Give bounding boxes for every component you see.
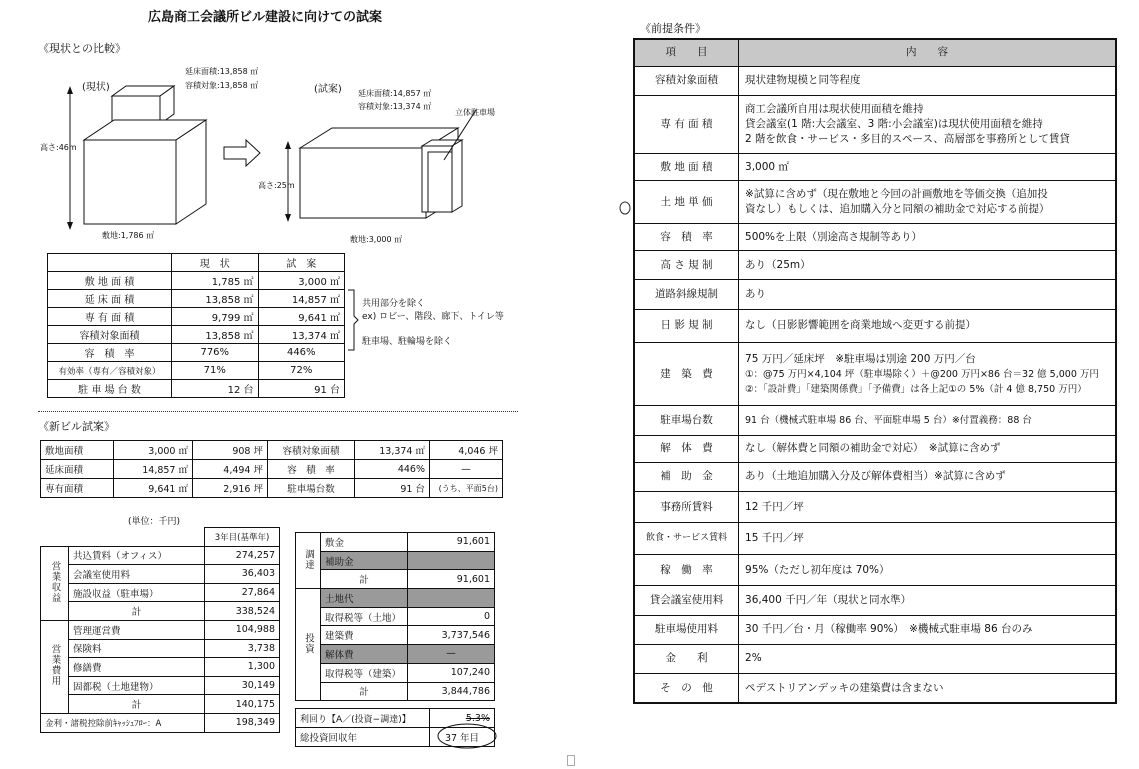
row-label: 容積対象面積 [48, 326, 172, 344]
table-row [41, 460, 503, 479]
current-far-area: 容積対象:13,858 ㎡ [185, 81, 259, 90]
premise-item-label: 容 積 率 [634, 224, 739, 251]
cell: 敷地面積 [41, 441, 114, 460]
cell: 固都税（土地建物） [69, 676, 205, 695]
cell: 容積対象面積 [268, 441, 355, 460]
premise-value-line: 現状建物規模と同等程度 [745, 74, 861, 87]
table-row [634, 554, 1116, 586]
table-row [634, 251, 1116, 280]
cell: 延床面積 [41, 460, 114, 479]
document-title: 広島商工会議所ビル建設に向けての試案 [148, 10, 383, 25]
table-row [296, 570, 495, 589]
cell: 91 台 [355, 479, 430, 498]
premise-item-value [739, 343, 1116, 406]
premise-item-label: そ の 他 [634, 674, 739, 703]
cell: 修繕費 [69, 658, 205, 677]
cell: 107,240 [408, 663, 495, 682]
proposal-site: 敷地:3,000 ㎡ [350, 235, 403, 244]
premise-item-label: 専 有 面 積 [634, 95, 739, 154]
cell: 土地代 [321, 589, 408, 608]
cell: 解体費 [321, 645, 408, 664]
table-row [634, 406, 1116, 435]
premise-item-value [739, 406, 1116, 435]
premise-item-value [739, 491, 1116, 523]
current-label: (現状) [82, 82, 110, 93]
premise-item-label: 補 助 金 [634, 462, 739, 491]
cell: 776% [172, 344, 259, 362]
cell: 13,858 ㎡ [172, 290, 259, 308]
table-row [48, 308, 345, 326]
expense-group-label [41, 620, 69, 713]
table-row [296, 626, 495, 645]
table-header-row [41, 528, 280, 547]
cell: 13,374 ㎡ [355, 441, 430, 460]
premise-item-label: 建 築 費 [634, 343, 739, 406]
table-header-row [634, 39, 1116, 66]
premise-item-value [739, 95, 1116, 154]
premise-item-value [739, 154, 1116, 181]
table-row [41, 602, 280, 621]
income-label: 営業収益 [49, 560, 61, 603]
table-row [296, 607, 495, 626]
cell: 計 [321, 682, 408, 701]
cell: 446% [355, 460, 430, 479]
row-label: 駐 車 場 台 数 [48, 380, 172, 398]
premise-item-label: 解 体 費 [634, 435, 739, 462]
cell: 計 [69, 695, 205, 714]
table-row [634, 280, 1116, 309]
note-common-area: 共用部分を除く [362, 299, 426, 309]
cell: 建築費 [321, 626, 408, 645]
table-row [296, 533, 495, 552]
cell: 管理運営費 [69, 620, 205, 639]
cell: 共込賃料（オフィス） [69, 546, 205, 565]
table-row [634, 615, 1116, 644]
premise-value-line: 資なし）もしくは、追加購入分と同額の補助金で対応する前提） [745, 203, 1050, 216]
raise-group-label [296, 533, 321, 589]
premise-value-line: 2 階を飲食・サービス・多目的スペース、高層部を事務所として賃貸 [745, 133, 1070, 145]
table-header: 試 案 [258, 254, 345, 272]
premise-value-line: ペデストリアンデッキの建築費は含まない [745, 681, 944, 694]
cell: 取得税等（土地） [321, 607, 408, 626]
cell: 14,857 ㎡ [258, 290, 345, 308]
income-group-label [41, 546, 69, 620]
table-row [48, 272, 345, 290]
premise-value-line: 30 千円／台・月（稼働率 90%） ※機械式駐車場 86 台のみ [745, 623, 1033, 636]
premise-value-line: ②：「設計費」「建築関係費」「予備費」は各上記①の 5%（計 4 億 8,750 万円） [745, 383, 1087, 395]
table-row [634, 181, 1116, 224]
parking-label: 立体駐車場 [455, 108, 495, 117]
premise-item-label: 金 利 [634, 644, 739, 673]
table-header: 内 容 [739, 39, 1116, 66]
premise-item-value [739, 181, 1116, 224]
premise-item-value [739, 66, 1116, 95]
cell: 14,857 ㎡ [114, 460, 193, 479]
cell [408, 589, 495, 608]
table-row [41, 565, 280, 584]
premise-value-line: 75 万円／延床坪 ※駐車場は別途 200 万円／台 [745, 352, 976, 365]
cell: 5.3% [430, 709, 495, 728]
premise-item-value [739, 462, 1116, 491]
premise-value-line: 500%を上限（別途高さ規制等あり） [745, 230, 923, 243]
current-site: 敷地:1,786 ㎡ [102, 231, 155, 240]
circle-mark-icon [436, 722, 498, 750]
cell: 198,349 [205, 713, 280, 732]
table-row [41, 713, 280, 732]
cell: 3,000 ㎡ [114, 441, 193, 460]
cell: 0 [408, 607, 495, 626]
cell: — [430, 460, 503, 479]
blank-cell [41, 528, 69, 547]
margin-mark-icon [617, 200, 633, 216]
cell: 専有面積 [41, 479, 114, 498]
table-header: 現 状 [172, 254, 259, 272]
cell: 施設収益（駐車場） [69, 583, 205, 602]
raise-label: 調達 [303, 548, 314, 570]
cell: 908 坪 [193, 441, 268, 460]
cell: 利回り【A／(投資−調達)】 [296, 709, 430, 728]
note-parking: 駐車場、駐輪場を除く [362, 337, 453, 347]
cell: 140,175 [205, 695, 280, 714]
table-row [634, 154, 1116, 181]
table-row [41, 620, 280, 639]
cell: 1,785 ㎡ [172, 272, 259, 290]
table-row [41, 639, 280, 658]
cell: 4,046 坪 [430, 441, 503, 460]
proposal-floor-area: 延床面積:14,857 ㎡ [358, 89, 432, 98]
premise-value-line: 95%（ただし初年度は 70%） [745, 563, 890, 576]
blank-cell [69, 528, 205, 547]
row-label: 容 積 率 [48, 344, 172, 362]
table-row [634, 66, 1116, 95]
row-label: 延 床 面 積 [48, 290, 172, 308]
premise-item-value [739, 644, 1116, 673]
invest-label: 投資 [303, 632, 314, 654]
table-row [48, 326, 345, 344]
premise-item-value [739, 280, 1116, 309]
table-row [48, 344, 345, 362]
cell: — [408, 645, 495, 664]
premise-value-line: 15 千円／坪 [745, 532, 804, 545]
cell: 保険料 [69, 639, 205, 658]
premise-value-line: ※試算に含めず（現在敷地と今回の計画敷地を等価交換（追加投 [745, 188, 1048, 201]
cell: 3,737,546 [408, 626, 495, 645]
premise-item-label: 土 地 単 価 [634, 181, 739, 224]
premise-value-line: あり（25m） [745, 258, 811, 271]
premise-item-value [739, 251, 1116, 280]
operations-table [40, 527, 280, 733]
cell: 37 年目 [430, 728, 495, 747]
premise-item-value [739, 674, 1116, 703]
cell: 446% [258, 344, 345, 362]
premise-item-value [739, 554, 1116, 586]
funding-table [295, 532, 495, 701]
cell: 12 台 [172, 380, 259, 398]
premise-item-value [739, 523, 1116, 555]
table-header-row [48, 254, 345, 272]
row-label: 専 有 面 積 [48, 308, 172, 326]
table-row [41, 676, 280, 695]
cell: 91,601 [408, 533, 495, 552]
cell: 72% [258, 362, 345, 380]
premise-value-line: あり [745, 287, 767, 300]
table-row [296, 551, 495, 570]
row-label: 敷 地 面 積 [48, 272, 172, 290]
divider [38, 411, 518, 412]
proposal-far-area: 容積対象:13,374 ㎡ [358, 102, 432, 111]
table-row [634, 523, 1116, 555]
premise-item-value [739, 309, 1116, 343]
brace-icon [346, 288, 360, 352]
proposal-building-diagram [262, 110, 522, 240]
cell: 会議室使用料 [69, 565, 205, 584]
cell: 2,916 坪 [193, 479, 268, 498]
cell: 駐車場台数 [268, 479, 355, 498]
cell: 104,988 [205, 620, 280, 639]
table-row [634, 644, 1116, 673]
premise-heading: 《前提条件》 [640, 22, 706, 35]
premise-value-line: 2% [745, 652, 762, 665]
premise-value-line: 3,000 ㎡ [745, 160, 789, 173]
newbuild-table [40, 440, 503, 498]
premise-item-label: 飲食・サービス賃料 [634, 523, 739, 555]
premise-value-line: 12 千円／坪 [745, 500, 804, 513]
table-row [634, 309, 1116, 343]
cell: 9,641 ㎡ [114, 479, 193, 498]
cell: 30,149 [205, 676, 280, 695]
table-row [48, 380, 345, 398]
premise-item-value [739, 435, 1116, 462]
cell: 計 [69, 602, 205, 621]
premise-value-line: 36,400 千円／年（現状と同水準） [745, 593, 912, 606]
premise-item-label: 事務所賃料 [634, 491, 739, 523]
premise-item-value [739, 615, 1116, 644]
table-row [634, 343, 1116, 406]
table-row [41, 658, 280, 677]
premise-item-label: 貸会議室使用料 [634, 586, 739, 615]
newbuild-heading: 《新ビル試案》 [38, 420, 115, 433]
current-floor-area: 延床面積:13,858 ㎡ [185, 67, 259, 76]
table-row [41, 479, 503, 498]
cell: 27,864 [205, 583, 280, 602]
premise-value-line: 商工会議所自用は現状使用面積を維持 [745, 103, 924, 115]
page-marker [567, 755, 575, 766]
cell: 36,403 [205, 565, 280, 584]
cell: 1,300 [205, 658, 280, 677]
cell: 3,844,786 [408, 682, 495, 701]
cell: 補助金 [321, 551, 408, 570]
premise-value-line: なし（日影影響範囲を商業地域へ変更する前提） [745, 319, 977, 332]
table-row [296, 645, 495, 664]
cell: 計 [321, 570, 408, 589]
year-header: 3年目(基準年) [205, 528, 280, 547]
table-row [41, 546, 280, 565]
cell: 91,601 [408, 570, 495, 589]
table-row [296, 589, 495, 608]
cell: (うち、平面5台) [430, 479, 503, 498]
premise-item-label: 駐車場台数 [634, 406, 739, 435]
cell: 敷金 [321, 533, 408, 552]
cell: 338,524 [205, 602, 280, 621]
premise-item-label: 道路斜線規制 [634, 280, 739, 309]
cell: 13,858 ㎡ [172, 326, 259, 344]
cell: 3,738 [205, 639, 280, 658]
cell: 13,374 ㎡ [258, 326, 345, 344]
premise-item-value [739, 586, 1116, 615]
row-label: 有効率（専有／容積対象） [48, 362, 172, 380]
table-row [296, 682, 495, 701]
unit-label: (単位：千円) [128, 517, 181, 527]
arrow-icon [222, 138, 262, 168]
cell: 9,799 ㎡ [172, 308, 259, 326]
table-row [296, 663, 495, 682]
table-row [634, 224, 1116, 251]
table-header: 項 目 [634, 39, 739, 66]
table-row [41, 441, 503, 460]
cell: 取得税等（建築） [321, 663, 408, 682]
premise-value-line: なし（解体費と同額の補助金で対応） ※試算に含めず [745, 442, 1001, 455]
compare-heading: 《現状との比較》 [38, 42, 126, 55]
table-row [48, 362, 345, 380]
table-row [48, 290, 345, 308]
proposal-label: (試案) [314, 84, 342, 95]
premise-item-label: 日 影 規 制 [634, 309, 739, 343]
cell: 71% [172, 362, 259, 380]
cell: 総投資回収年 [296, 728, 430, 747]
cell: 9,641 ㎡ [258, 308, 345, 326]
premise-value-line: あり（土地追加購入分及び解体費相当）※試算に含めず [745, 470, 1006, 483]
proposal-height: 高さ:25m [258, 181, 295, 190]
cell: 金利・諸税控除前ｷｬｯｼｭﾌﾛｰ：A [41, 713, 205, 732]
table-row [634, 586, 1116, 615]
premise-table [633, 38, 1117, 704]
table-row [634, 435, 1116, 462]
table-row [41, 583, 280, 602]
premise-item-label: 敷 地 面 積 [634, 154, 739, 181]
premise-item-label: 稼 働 率 [634, 554, 739, 586]
premise-item-value [739, 224, 1116, 251]
premise-item-label: 駐車場使用料 [634, 615, 739, 644]
expense-label: 営業費用 [49, 644, 61, 687]
cell: 容 積 率 [268, 460, 355, 479]
premise-value-line: 貸会議室(1 階:大会議室、3 階:小会議室)は現状使用面積を維持 [745, 118, 1043, 130]
table-row [634, 95, 1116, 154]
table-row [41, 695, 280, 714]
comparison-table [47, 253, 345, 398]
premise-value-line: 91 台（機械式駐車場 86 台、平面駐車場 5 台）※付置義務：88 台 [745, 414, 1032, 426]
premise-value-line: ①：@75 万円×4,104 坪（駐車場除く）＋@200 万円×86 台＝32 億 5,000 万円 [745, 368, 1099, 380]
cell: 274,257 [205, 546, 280, 565]
premise-item-label: 高 さ 規 制 [634, 251, 739, 280]
cell [408, 551, 495, 570]
cell: 4,494 坪 [193, 460, 268, 479]
current-height: 高さ:46m [40, 143, 77, 152]
table-row [634, 674, 1116, 703]
cell: 91 台 [258, 380, 345, 398]
table-row [634, 462, 1116, 491]
table-row [634, 491, 1116, 523]
cell: 3,000 ㎡ [258, 272, 345, 290]
note-common-examples: ex) ロビー、階段、廊下、トイレ等 [362, 312, 504, 322]
invest-group-label [296, 589, 321, 701]
table-header [48, 254, 172, 272]
premise-item-label: 容積対象面積 [634, 66, 739, 95]
